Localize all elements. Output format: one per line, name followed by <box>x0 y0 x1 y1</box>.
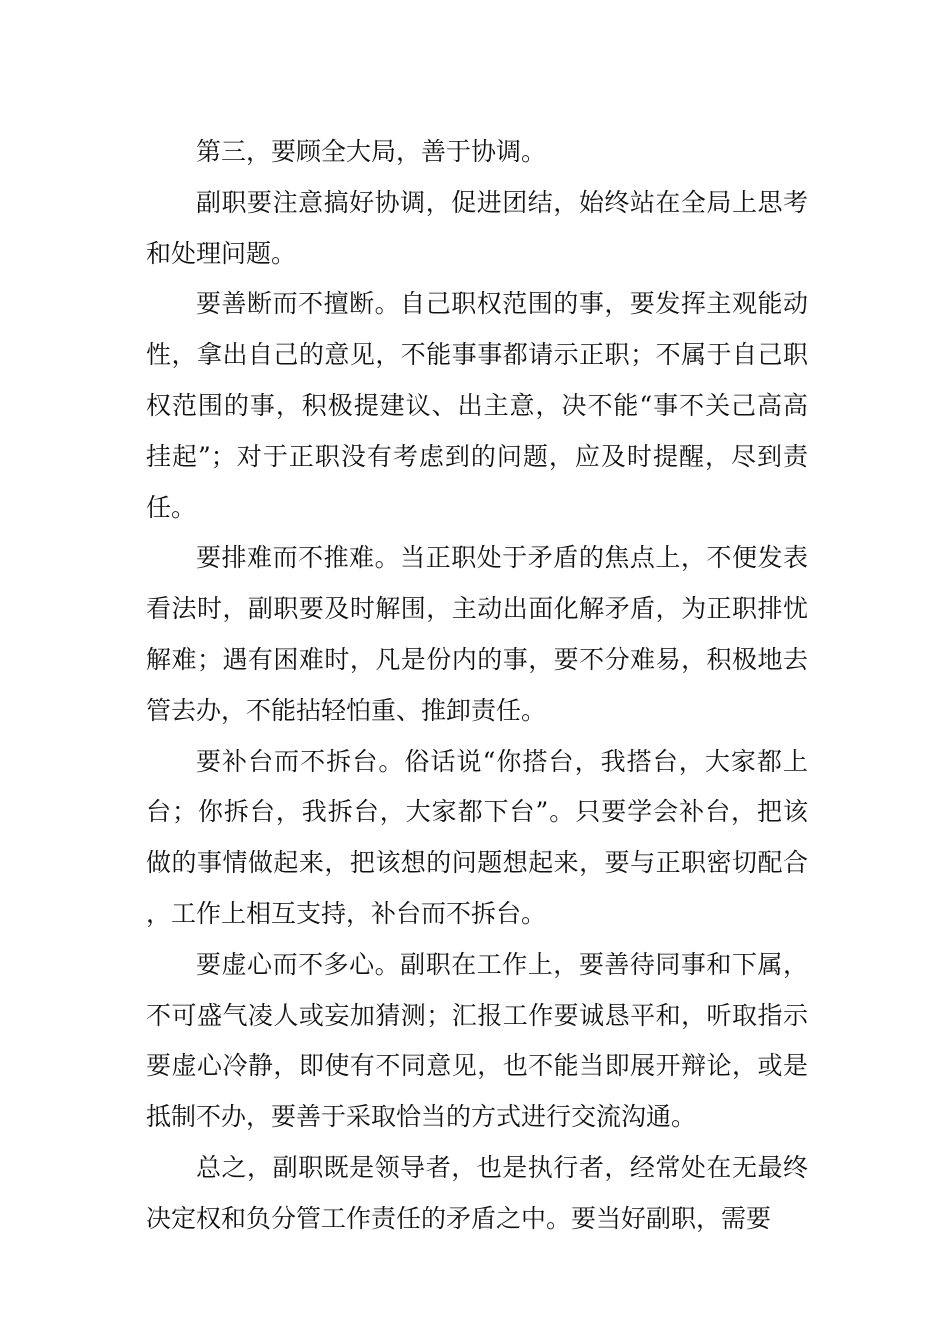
paragraph-intro: 副职要注意搞好协调，促进团结，始终站在全局上思考和处理问题。 <box>146 187 808 268</box>
document-page <box>146 127 808 1245</box>
paragraph-support: 要补台而不拆台。俗话说“你搭台，我搭台，大家都上台；你拆台，我拆台，大家都下台”。只要学会补台，把该做的事情做起来，把该想的问题想起来，要与正职密切配合，工作上相互支持，补台而不拆台。 <box>146 746 808 928</box>
paragraph-difficulty: 要排难而不推难。当正职处于矛盾的焦点上，不便发表看法时，副职要及时解围，主动出面化解矛盾，为正职排忧解难；遇有困难时，凡是份内的事，要不分难易，积极地去管去办，不能拈轻怕重、推卸责任。 <box>146 543 808 725</box>
paragraph-decide: 要善断而不擅断。自己职权范围的事，要发挥主观能动性，拿出自己的意见，不能事事都请示正职；不属于自己职权范围的事，积极提建议、出主意，决不能“事不关己高高挂起”；对于正职没有考虑到的问题，应及时提醒，尽到责任。 <box>146 289 808 522</box>
paragraph-humble: 要虚心而不多心。副职在工作上，要善待同事和下属，不可盛气凌人或妄加猜测；汇报工作要诚恳平和，听取指示要虚心冷静，即使有不同意见，也不能当即展开辩论，或是抵制不办，要善于采取恰当的方式进行交流沟通。 <box>146 949 808 1132</box>
section-heading: 第三，要顾全大局，善于协调。 <box>196 137 547 166</box>
paragraph-conclusion: 总之，副职既是领导者，也是执行者，经常处在无最终决定权和负分管工作责任的矛盾之中。要当好副职，需要 <box>146 1152 808 1233</box>
